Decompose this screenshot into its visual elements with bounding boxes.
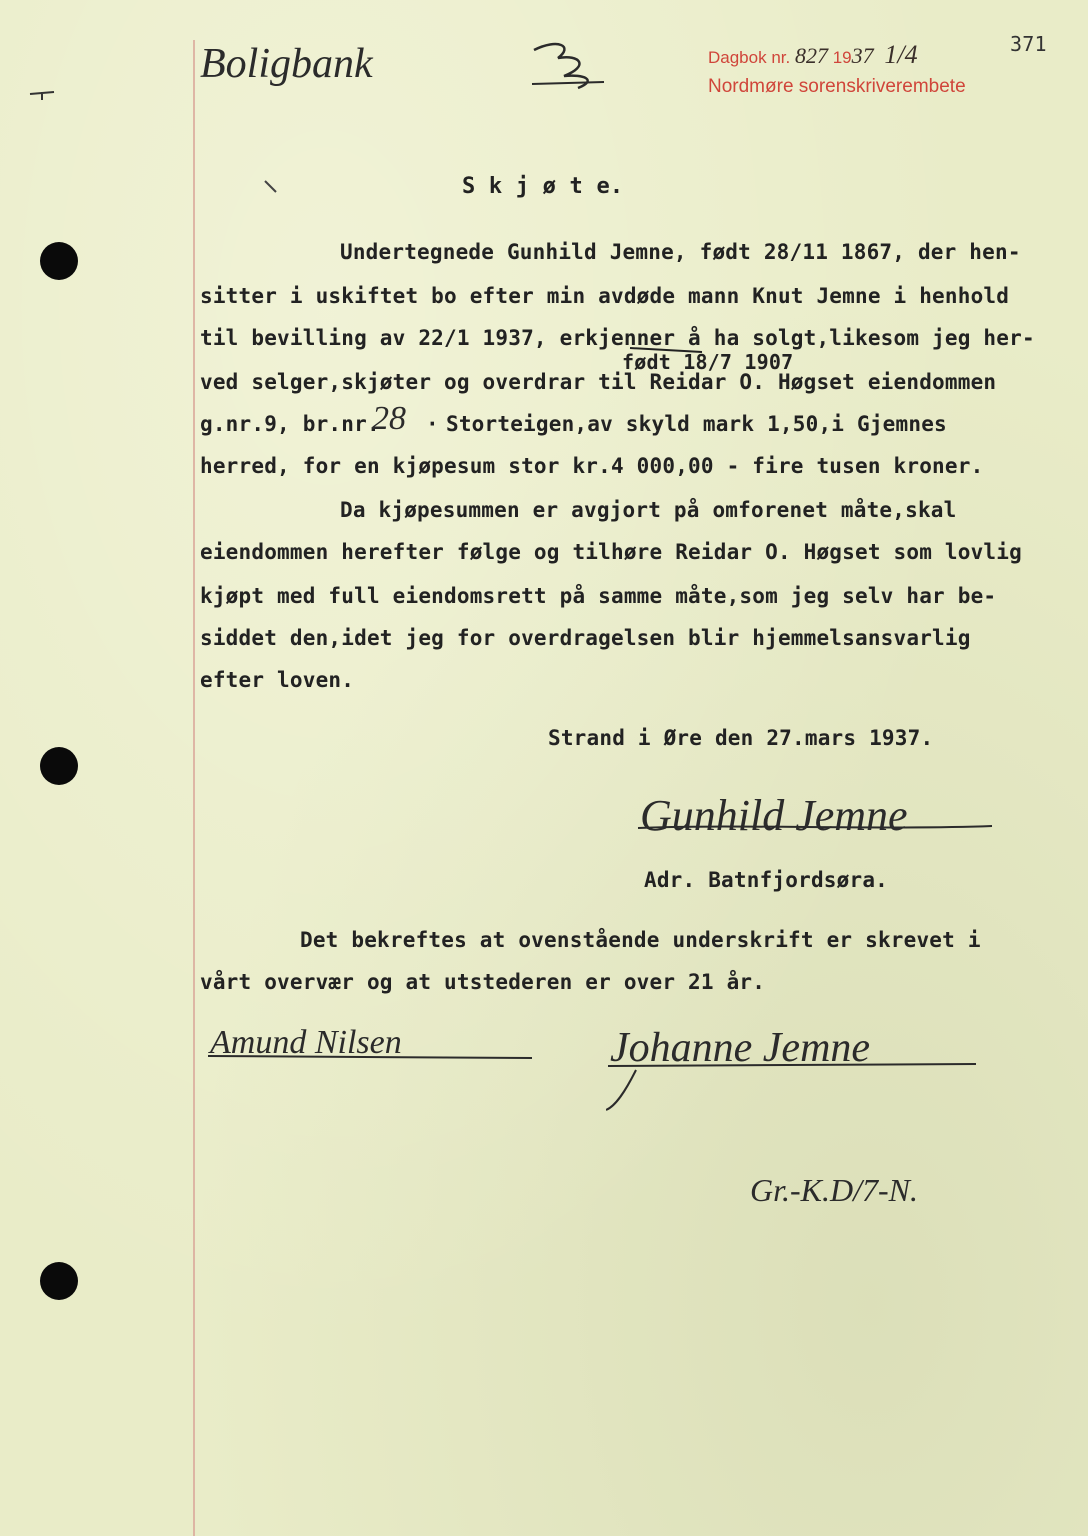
stamp-office: Nordmøre sorenskriverembete	[708, 76, 966, 97]
stamp-date: 1/4	[884, 40, 918, 69]
stamp-number: 827	[794, 43, 828, 68]
witness-signature-2: Johanne Jemne	[610, 1025, 871, 1071]
inserted-birthdate: født 18/7 1907	[622, 350, 794, 374]
handwritten-flourish	[528, 36, 608, 92]
stamp-year-suffix: 37	[851, 43, 874, 68]
witness-line-1: Det bekreftes at ovenstående underskrift er skrevet i	[300, 928, 981, 952]
body-line-5b: Storteigen,av skyld mark 1,50,i Gjemnes	[446, 412, 947, 436]
margin-tick-mark	[28, 84, 58, 104]
body-line-5-dot: ·	[426, 412, 439, 436]
page-number: 371	[1010, 32, 1047, 56]
body-line-5a: g.nr.9, br.nr.	[200, 412, 380, 436]
body-line-4: ved selger,skjøter og overdrar til Reidar O. Høgset eiendommen	[200, 370, 997, 394]
paragraph2-line-5: efter loven.	[200, 668, 355, 692]
punch-hole-bottom	[40, 1262, 78, 1300]
body-line-6: herred, for en kjøpesum stor kr.4 000,00 - fire tusen kroner.	[200, 454, 984, 478]
body-line-3: til bevilling av 22/1 1937, erkjenner å ha solgt,likesom jeg her-	[200, 326, 1035, 350]
stamp-year-prefix: 19	[832, 48, 852, 67]
witness-line-2: vårt overvær og at utstederen er over 21 år.	[200, 970, 766, 994]
signature-seller: Gunhild Jemne	[640, 791, 908, 840]
paragraph2-line-1: Da kjøpesummen er avgjort på omforenet måte,skal	[340, 498, 957, 522]
witness-signature-2-underline	[606, 1056, 980, 1116]
punch-hole-top	[40, 242, 78, 280]
journal-stamp	[708, 40, 918, 70]
witness-signature-1-underline	[206, 1050, 536, 1062]
margin-rule	[193, 40, 195, 1536]
paragraph2-line-2: eiendommen herefter følge og tilhøre Reidar O. Høgset som lovlig	[200, 540, 1022, 564]
stamp-prefix: Dagbok nr.	[708, 48, 791, 67]
paragraph2-line-4: siddet den,idet jeg for overdragelsen blir hjemmelsansvarlig	[200, 626, 971, 650]
witness-signature-1: Amund Nilsen	[210, 1024, 402, 1061]
handwritten-br-nr: 28	[372, 400, 406, 437]
body-line-1: Undertegnede Gunhild Jemne, født 28/11 1867, der hen-	[340, 240, 1021, 264]
pencil-dash-mark	[262, 178, 282, 198]
registry-note: Gr.-K.D/7-N.	[750, 1172, 919, 1208]
signature-seller-underline	[636, 820, 996, 834]
seller-address: Adr. Batnfjordsøra.	[644, 868, 889, 892]
punch-hole-middle	[40, 747, 78, 785]
body-line-2: sitter i uskiftet bo efter min avdøde mann Knut Jemne i henhold	[200, 284, 1010, 308]
paragraph2-line-3: kjøpt med full eiendomsrett på samme måte,som jeg selv har be-	[200, 584, 997, 608]
place-date: Strand i Øre den 27.mars 1937.	[548, 726, 934, 750]
document-title: S k j ø t e.	[462, 174, 624, 199]
handwritten-header-note: Boligbank	[200, 41, 373, 87]
